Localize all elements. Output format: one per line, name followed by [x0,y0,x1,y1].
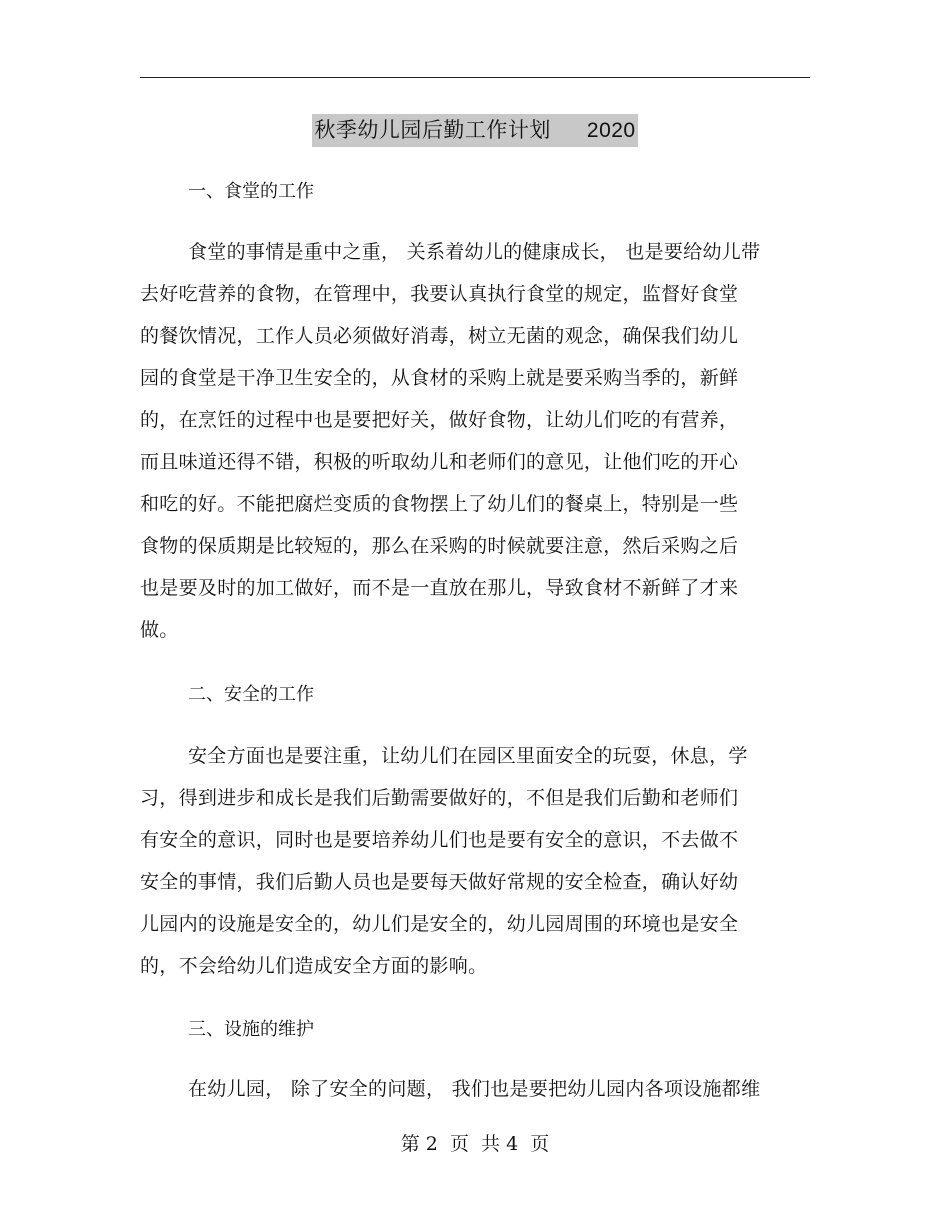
title-year: 2020 [586,119,636,142]
section-body-facilities [140,1068,810,1110]
body-line: 也是要及时的加工做好，而不是一直放在那儿，导致食材不新鲜了才来 [140,577,739,599]
body-line: 食堂的事情是重中之重， 关系着幼儿的健康成长， 也是要给幼儿带 [188,241,761,263]
section-heading-safety: 二、安全的工作 [188,684,314,705]
body-line: 安全的事情，我们后勤人员也是要每天做好常规的安全检查，确认好幼 [140,871,739,893]
body-line: 在幼儿园， 除了安全的问题， 我们也是要把幼儿园内各项设施都维 [188,1078,761,1100]
page-number: 第 2 页 共 4 页 [400,1133,550,1155]
body-line: 的，不会给幼儿们造成安全方面的影响。 [140,955,488,977]
section-body-canteen [140,231,810,651]
body-line: 的餐饮情况，工作人员必须做好消毒，树立无菌的观念，确保我们幼儿 [140,325,739,347]
body-line: 做。 [140,619,179,641]
body-line: 去好吃营养的食物，在管理中，我要认真执行食堂的规定，监督好食堂 [140,283,739,305]
body-line: 安全方面也是要注重，让幼儿们在园区里面安全的玩耍，休息，学 [188,745,748,767]
body-line: 习，得到进步和成长是我们后勤需要做好的，不但是我们后勤和老师们 [140,787,739,809]
body-line: 而且味道还得不错，积极的听取幼儿和老师们的意见，让他们吃的开心 [140,451,739,473]
title-container [0,114,950,147]
body-line: 有安全的意识，同时也是要培养幼儿们也是要有安全的意识，不去做不 [140,829,739,851]
section-body-safety [140,735,810,987]
body-line: 食物的保质期是比较短的，那么在采购的时候就要注意，然后采购之后 [140,535,739,557]
title-text: 秋季幼儿园后勤工作计划 [314,118,551,142]
section-heading-canteen: 一、食堂的工作 [188,181,314,202]
body-line: 的，在烹饪的过程中也是要把好关，做好食物，让幼儿们吃的有营养， [140,409,739,431]
body-line: 园的食堂是干净卫生安全的，从食材的采购上就是要采购当季的，新鲜 [140,367,739,389]
section-heading-facilities: 三、设施的维护 [188,1019,314,1040]
header-rule [140,77,810,78]
body-line: 和吃的好。不能把腐烂变质的食物摆上了幼儿们的餐桌上，特别是一些 [140,493,739,515]
document-title [312,114,637,147]
body-line: 儿园内的设施是安全的，幼儿们是安全的，幼儿园周围的环境也是安全 [140,913,739,935]
